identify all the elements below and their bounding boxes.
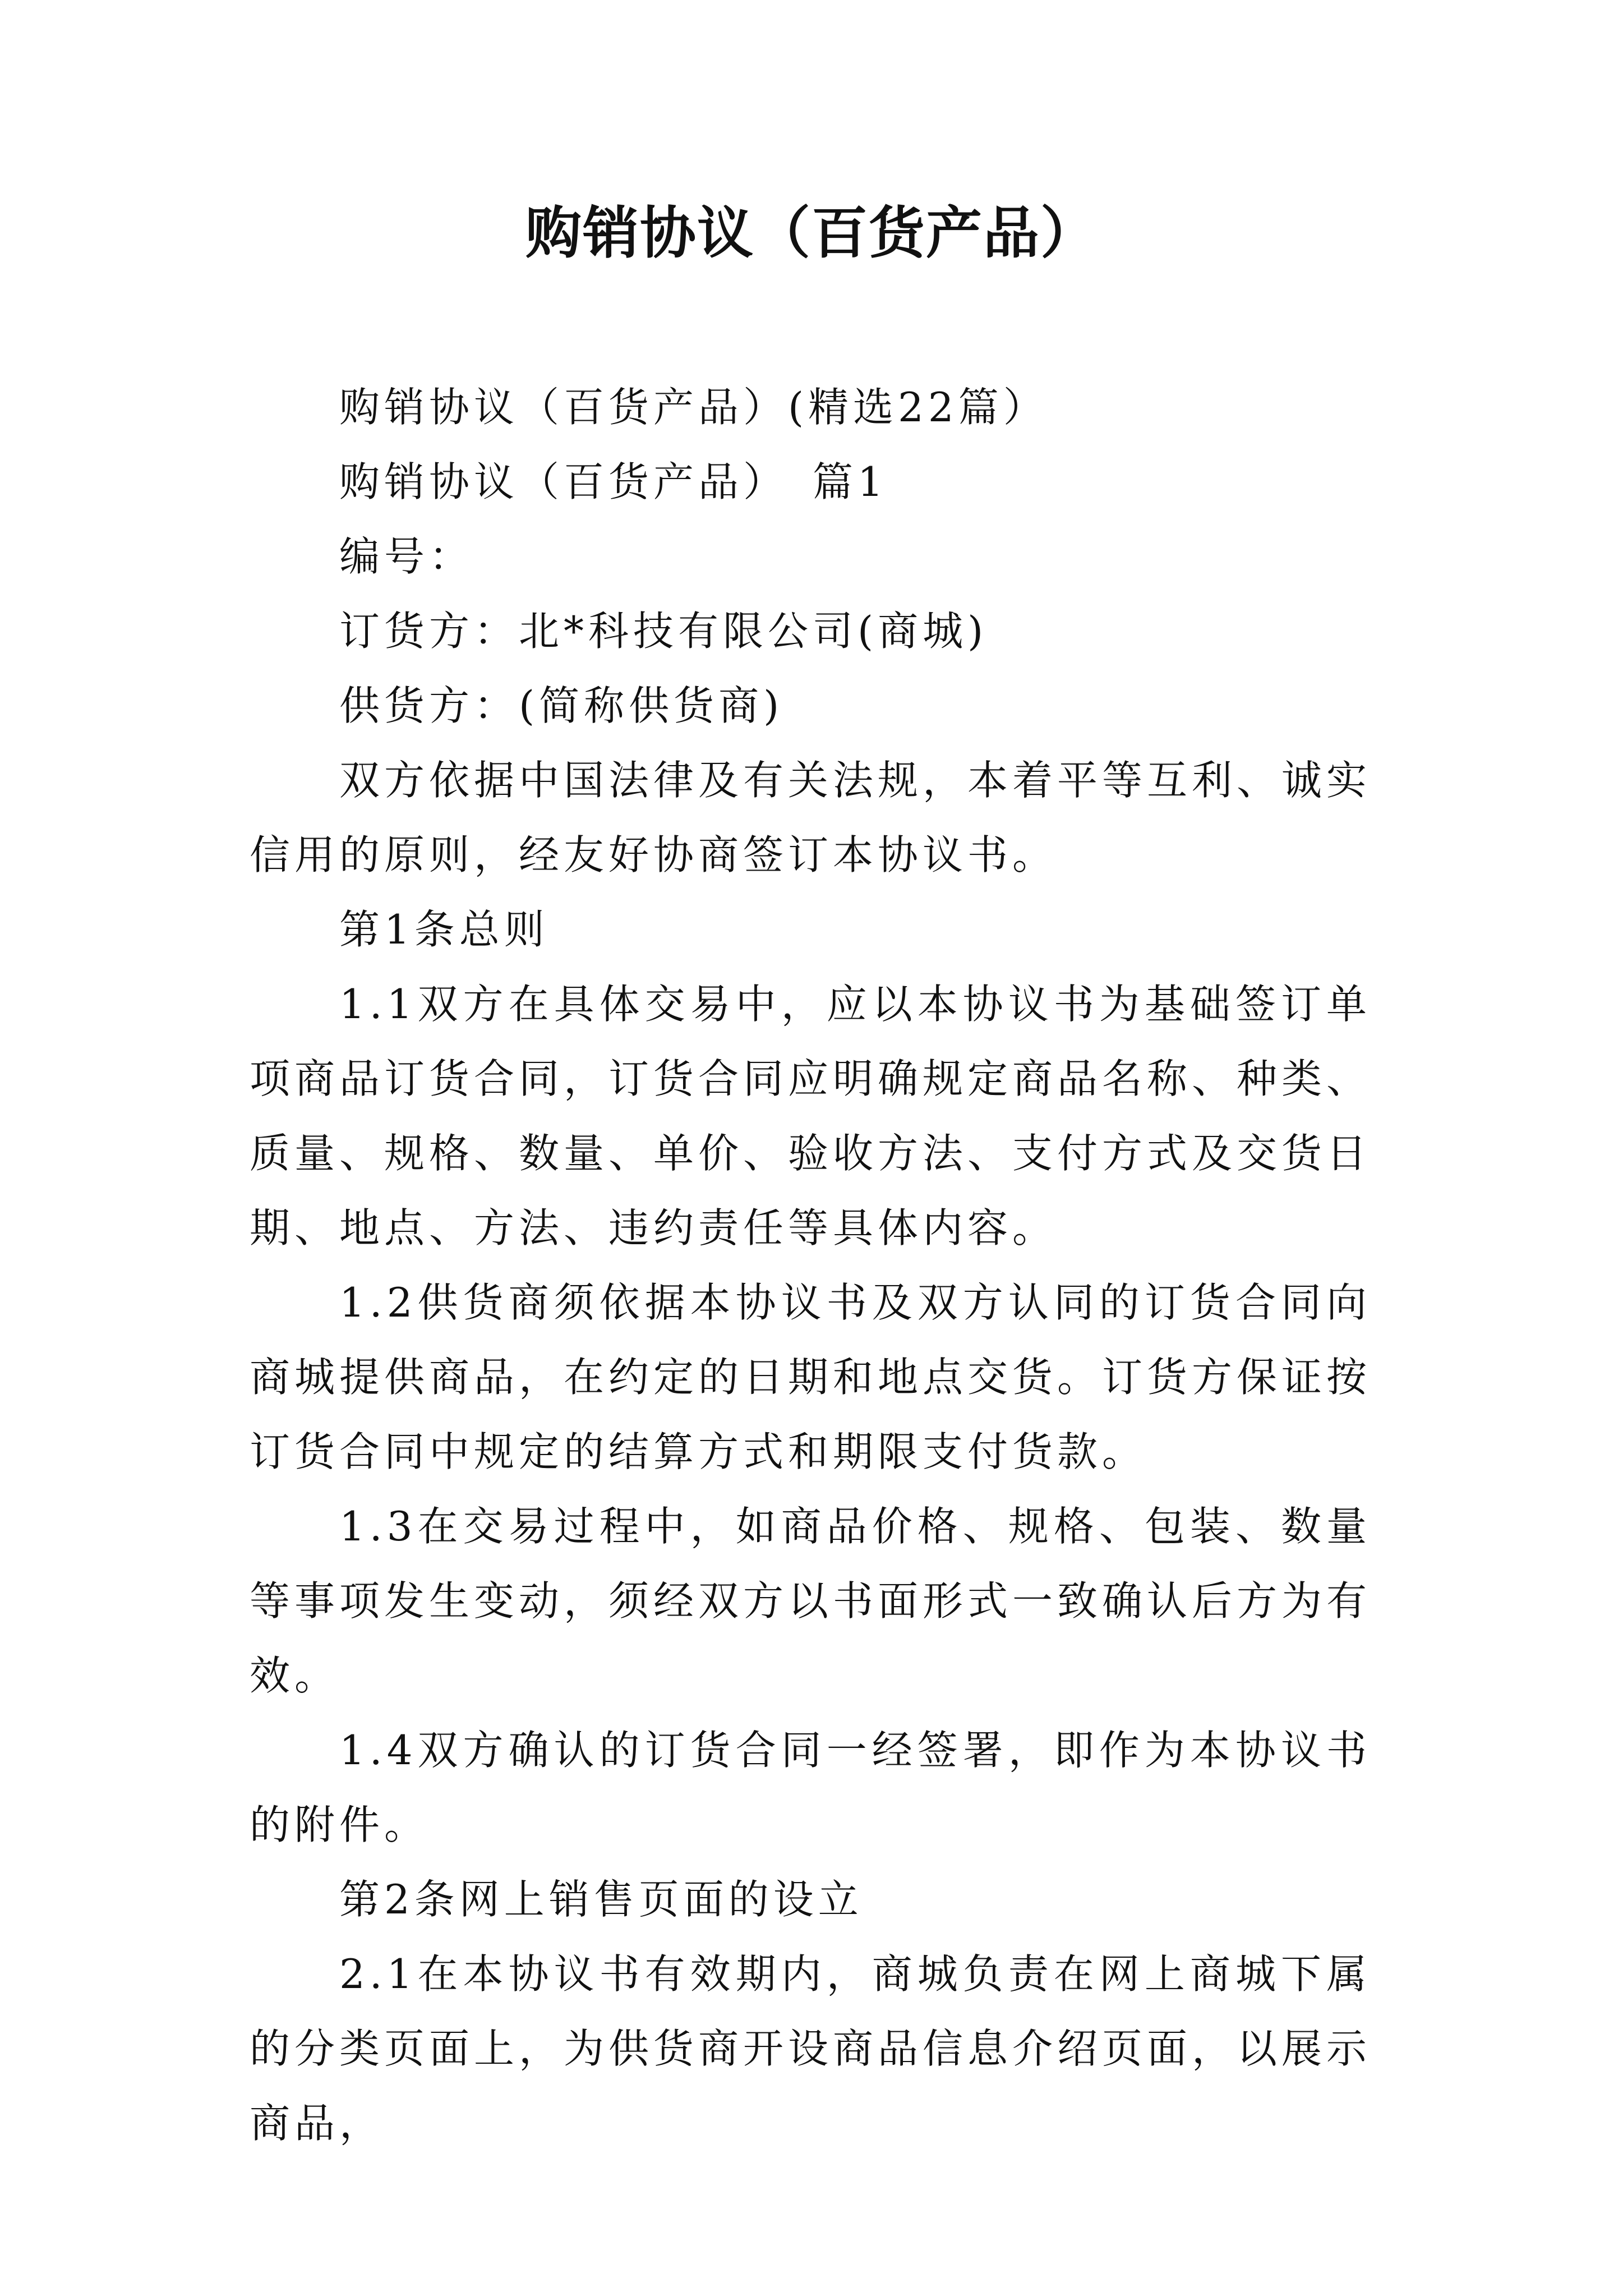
paragraph-clause-1-1: 1.1双方在具体交易中，应以本协议书为基础签订单项商品订货合同，订货合同应明确规定商品名称、种类、质量、规格、数量、单价、验收方法、支付方式及交货日期、地点、方法、违约责任等具体内容。 (250, 981, 1372, 1251)
paragraph-preamble: 双方依据中国法律及有关法规，本着平等互利、诚实信用的原则，经友好协商签订本协议书。 (250, 757, 1372, 878)
paragraph-number-label: 编号： (339, 533, 474, 580)
paragraph-clause-1-4: 1.4双方确认的订货合同一经签署，即作为本协议书的附件。 (250, 1727, 1371, 1848)
paragraph-clause-1-3: 1.3在交易过程中，如商品价格、规格、包装、数量等事项发生变动，须经双方以书面形式一致确认后方为有效。 (250, 1503, 1372, 1699)
paragraph-clause-1-2: 1.2供货商须依据本协议书及双方认同的订货合同向商城提供商品，在约定的日期和地点交货。订货方保证按订货合同中规定的结算方式和期限支付货款。 (250, 1279, 1372, 1475)
paragraph-supplier: 供货方：(简称供货商) (339, 682, 784, 729)
paragraph-clause-2-1: 2.1在本协议书有效期内，商城负责在网上商城下属的分类页面上，为供货商开设商品信息介绍页面，以展示商品， (250, 1950, 1372, 2147)
paragraph-article-2-heading: 第2条网上销售页面的设立 (339, 1876, 863, 1923)
paragraph-collection-title: 购销协议（百货产品）(精选22篇） (339, 384, 1048, 431)
document-title: 购销协议（百货产品） (525, 200, 1098, 266)
document-body (250, 370, 1371, 2161)
paragraph-article-1-heading: 第1条总则 (339, 906, 549, 953)
paragraph-section-heading: 购销协议（百货产品） 篇1 (339, 458, 888, 505)
paragraph-buyer: 订货方：北*科技有限公司(商城) (339, 608, 988, 655)
